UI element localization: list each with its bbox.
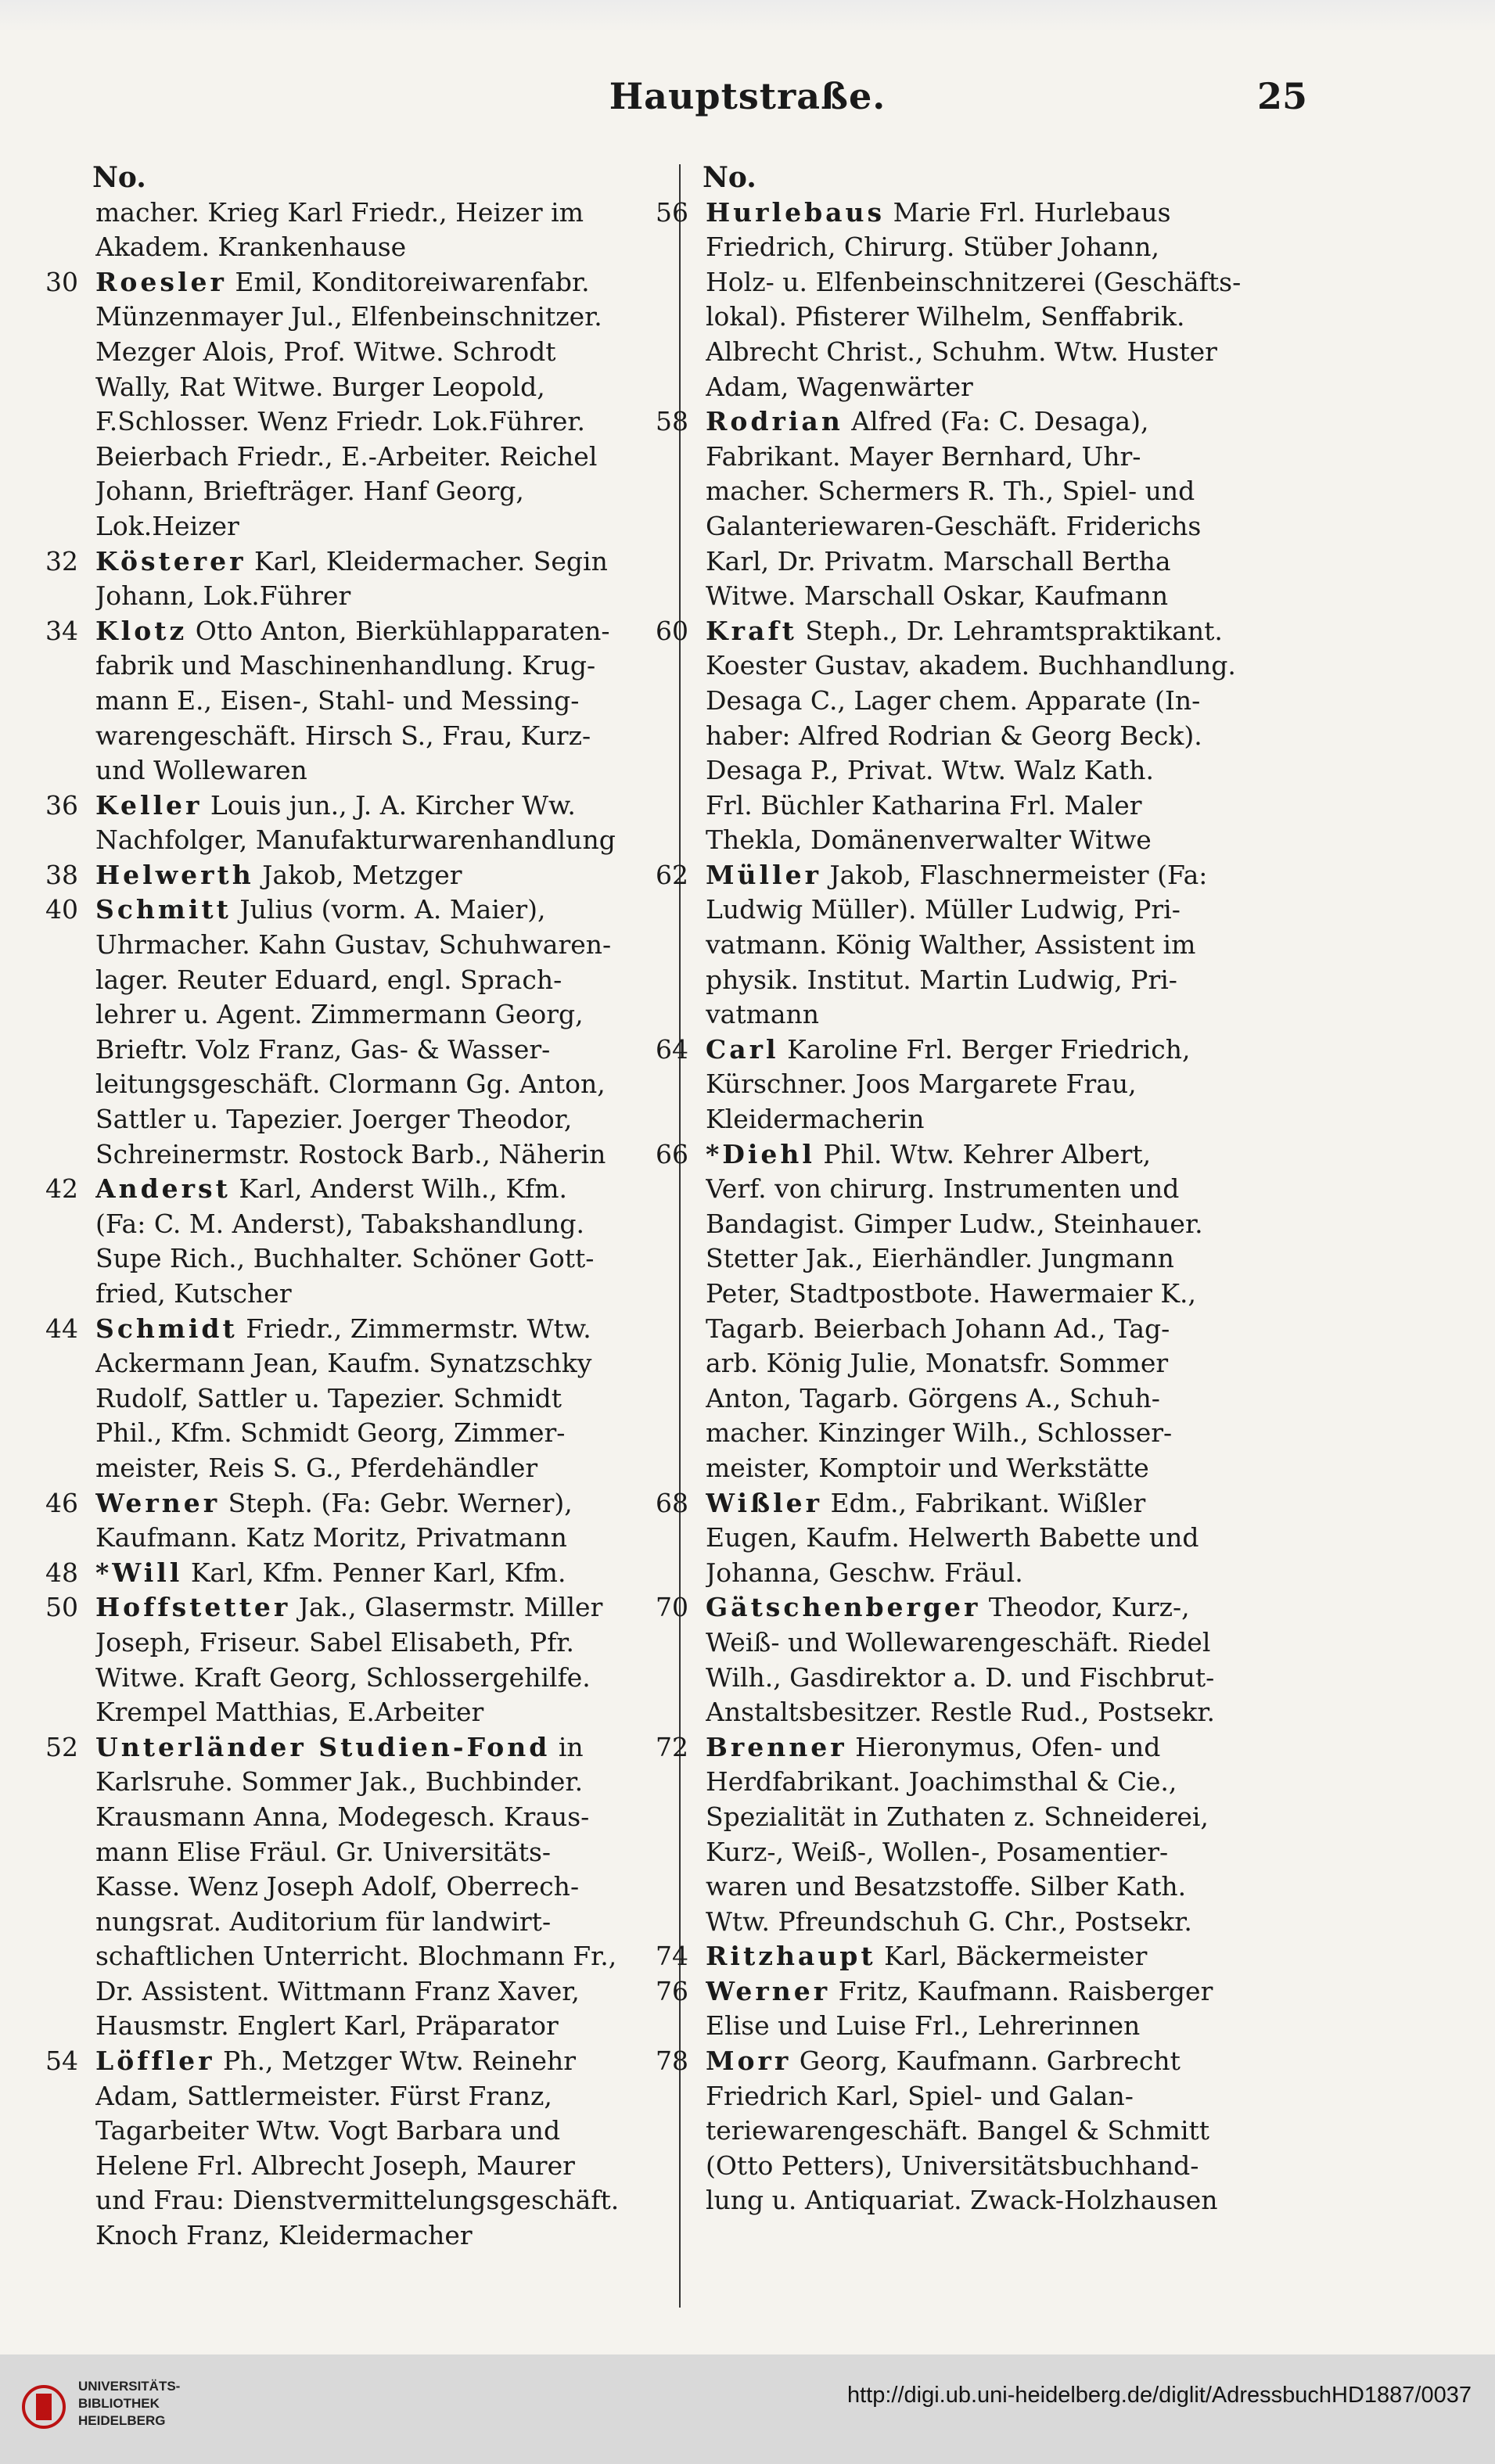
entry-line xyxy=(95,196,696,231)
entry-text: Kleidermacherin xyxy=(706,1104,925,1135)
entry-line xyxy=(95,335,696,370)
entry-line xyxy=(95,963,696,998)
entry-text: Lok.Heizer xyxy=(95,510,239,541)
entry-line xyxy=(95,2009,696,2044)
entry-line xyxy=(706,823,1306,858)
entry-text: Verf. von chirurg. Instrumenten und xyxy=(706,1173,1180,1205)
entry-line: 40 Schmitt Julius (vorm. A. Maier), xyxy=(45,894,546,925)
entry-line xyxy=(95,648,696,684)
house-entry xyxy=(45,1590,696,1729)
entry-line xyxy=(95,1905,696,1940)
entry-line xyxy=(706,1207,1306,1242)
house-entry xyxy=(45,1312,696,1486)
entry-text: Bandagist. Gimper Ludw., Steinhauer. xyxy=(706,1208,1203,1239)
house-entry xyxy=(45,2044,696,2254)
house-entry xyxy=(45,1730,696,2044)
house-entry xyxy=(656,196,1306,405)
entry-line xyxy=(95,753,696,788)
entry-line xyxy=(95,928,696,963)
entry-text: Marie Frl. Hurlebaus xyxy=(885,196,1171,228)
house-entry xyxy=(45,544,696,614)
entry-text: Hausmstr. Englert Karl, Präparator xyxy=(95,2010,559,2042)
entry-text: Theodor, Kurz-, xyxy=(980,1592,1190,1623)
entry-line xyxy=(95,1381,696,1417)
entry-line xyxy=(706,1905,1306,1940)
scan-edge xyxy=(0,0,1495,31)
entry-line xyxy=(706,2009,1306,2044)
entry-text: Jakob, Metzger xyxy=(253,859,462,890)
house-entry xyxy=(656,2044,1306,2218)
entry-text: Helene Frl. Albrecht Joseph, Maurer xyxy=(95,2150,575,2181)
entry-line xyxy=(95,1695,696,1730)
entry-text: Holz- u. Elfenbeinschnitzerei (Geschäfts- xyxy=(706,266,1242,297)
entry-text: Beierbach Friedr., E.-Arbeiter. Reichel xyxy=(95,440,598,472)
entry-text: arb. König Julie, Monatsfr. Sommer xyxy=(706,1348,1169,1379)
entry-line xyxy=(706,1765,1306,1800)
entry-text: Steph. (Fa: Gebr. Werner), xyxy=(220,1487,573,1518)
entry-line xyxy=(95,1033,696,1068)
entry-text: Anton, Tagarb. Görgens A., Schuh- xyxy=(706,1382,1160,1413)
entry-line: 74 Ritzhaupt Karl, Bäckermeister xyxy=(656,1941,1148,1972)
house-entry xyxy=(45,1486,696,1556)
entry-text: (Otto Petters), Universitätsbuchhand- xyxy=(706,2150,1199,2181)
entry-text: Karoline Frl. Berger Friedrich, xyxy=(778,1033,1191,1065)
entry-line xyxy=(706,1661,1306,1696)
entry-line xyxy=(706,1241,1306,1277)
entry-text: Ludwig Müller). Müller Ludwig, Pri- xyxy=(706,894,1181,925)
entry-line xyxy=(95,1521,696,1556)
entry-line xyxy=(95,2218,696,2254)
entry-text: Krausmann Anna, Modegesch. Kraus- xyxy=(95,1801,590,1832)
house-entry xyxy=(656,1033,1306,1137)
entry-line xyxy=(706,2079,1306,2114)
entry-text: warengeschäft. Hirsch S., Frau, Kurz- xyxy=(95,720,591,751)
house-entry xyxy=(656,1590,1306,1729)
entry-text: Witwe. Kraft Georg, Schlossergehilfe. xyxy=(95,1661,591,1693)
entry-text: Karl, Bäckermeister xyxy=(875,1941,1148,1972)
entry-line: 32 Kösterer Karl, Kleidermacher. Segin xyxy=(45,545,608,576)
entry-text: lung u. Antiquariat. Zwack-Holzhausen xyxy=(706,2185,1218,2216)
owner-name: Carl xyxy=(706,1033,779,1065)
entry-line: 66 *Diehl Phil. Wtw. Kehrer Albert, xyxy=(656,1138,1152,1169)
entry-line xyxy=(95,823,696,858)
entry-text: Herdfabrikant. Joachimsthal & Cie., xyxy=(706,1766,1177,1798)
entry-text: Schreinermstr. Rostock Barb., Näherin xyxy=(95,1138,606,1169)
entry-text: Adam, Sattlermeister. Fürst Franz, xyxy=(95,2080,552,2111)
viewer-footer xyxy=(0,2354,1495,2464)
entry-text: Julius (vorm. A. Maier), xyxy=(231,894,546,925)
house-entry xyxy=(45,614,696,788)
entry-line xyxy=(706,544,1306,580)
entry-line xyxy=(95,1137,696,1173)
house-entry xyxy=(656,1486,1306,1591)
entry-text: Desaga C., Lager chem. Apparate (In- xyxy=(706,684,1201,716)
entry-line: 42 Anderst Karl, Anderst Wilh., Kfm. xyxy=(45,1173,568,1205)
entry-text: Krempel Matthias, E.Arbeiter xyxy=(95,1697,484,1728)
owner-name: Rodrian xyxy=(706,406,843,437)
entry-text: lager. Reuter Eduard, engl. Sprach- xyxy=(95,964,562,995)
entry-text: schaftlichen Unterricht. Blochmann Fr., xyxy=(95,1941,617,1972)
entry-text: waren und Besatzstoffe. Silber Kath. xyxy=(706,1871,1187,1902)
house-entry xyxy=(45,788,696,858)
entry-text: Frl. Büchler Katharina Frl. Maler xyxy=(706,789,1142,821)
entry-text: Johanna, Geschw. Fräul. xyxy=(706,1557,1023,1588)
entry-line xyxy=(706,230,1306,265)
entry-line: 70 Gätschenberger Theodor, Kurz-, xyxy=(656,1592,1190,1623)
entry-line xyxy=(706,997,1306,1033)
house-entry xyxy=(45,1172,696,1311)
entry-text: macher. Kinzinger Wilh., Schlosser- xyxy=(706,1417,1173,1449)
entry-text: vatmann. König Walther, Assistent im xyxy=(706,929,1196,961)
entry-line: 30 Roesler Emil, Konditoreiwarenfabr. xyxy=(45,266,590,297)
entry-line: 36 Keller Louis jun., J. A. Kircher Ww. xyxy=(45,789,576,821)
entry-text: mann E., Eisen-, Stahl- und Messing- xyxy=(95,684,580,716)
owner-name: Brenner xyxy=(706,1731,847,1762)
entry-line xyxy=(95,684,696,719)
house-entry xyxy=(656,1939,1306,1974)
entry-line xyxy=(95,440,696,475)
entry-text: Münzenmayer Jul., Elfenbeinschnitzer. xyxy=(95,301,602,332)
entry-line xyxy=(95,1974,696,2010)
entry-text: Otto Anton, Bierkühlapparaten- xyxy=(187,615,610,646)
entry-text: Desaga P., Privat. Wtw. Walz Kath. xyxy=(706,755,1154,786)
entry-line xyxy=(95,1207,696,1242)
entry-text: Anstaltsbesitzer. Restle Rud., Postsekr. xyxy=(706,1697,1216,1728)
owner-name: Morr xyxy=(706,2046,792,2077)
entry-text: Jakob, Flaschnermeister (Fa: xyxy=(821,859,1208,890)
entry-text: haber: Alfred Rodrian & Georg Beck). xyxy=(706,720,1202,751)
entry-line xyxy=(706,579,1306,614)
entry-line xyxy=(95,1835,696,1870)
entry-text: Karl, Kfm. Penner Karl, Kfm. xyxy=(182,1557,566,1588)
entry-line xyxy=(706,335,1306,370)
entry-text: Hieronymus, Ofen- und xyxy=(846,1731,1161,1762)
entry-text: Friedr., Zimmermstr. Wtw. xyxy=(237,1313,591,1344)
university-seal-icon xyxy=(20,2370,67,2444)
entry-text: vatmann xyxy=(706,999,820,1030)
entry-text: meister, Reis S. G., Pferdehändler xyxy=(95,1452,538,1483)
entry-line xyxy=(706,300,1306,335)
entry-text: und Frau: Dienstvermittelungsgeschäft. xyxy=(95,2185,620,2216)
entry-text: Thekla, Domänenverwalter Witwe xyxy=(706,824,1152,856)
entry-text: Ph., Metzger Wtw. Reinehr xyxy=(214,2046,577,2077)
page-number: 25 xyxy=(1256,75,1307,117)
entry-line xyxy=(706,1556,1306,1591)
entry-text: Georg, Kaufmann. Garbrecht xyxy=(791,2046,1181,2077)
entry-text: physik. Institut. Martin Ludwig, Pri- xyxy=(706,964,1177,995)
entry-text: Peter, Stadtpostbote. Hawermaier K., xyxy=(706,1278,1196,1309)
entry-text: Ackermann Jean, Kaufm. Synatzschky xyxy=(95,1348,592,1379)
source-url[interactable]: http://digi.ub.uni-heidelberg.de/diglit/AdressbuchHD1887/0037 xyxy=(846,2383,1472,2408)
entry-line xyxy=(706,1835,1306,1870)
owner-name: Werner xyxy=(95,1487,221,1518)
entry-text: Tagarbeiter Wtw. Vogt Barbara und xyxy=(95,2115,561,2146)
entry-text: Witwe. Marschall Oskar, Kaufmann xyxy=(706,580,1169,612)
entry-text: teriewarengeschäft. Bangel & Schmitt xyxy=(706,2115,1210,2146)
owner-name: Roesler xyxy=(95,266,227,297)
entry-line xyxy=(95,579,696,614)
entry-text: Wally, Rat Witwe. Burger Leopold, xyxy=(95,371,545,402)
owner-name: Ritzhaupt xyxy=(706,1941,876,1972)
entry-line xyxy=(95,2149,696,2184)
entry-line xyxy=(95,2183,696,2218)
entry-line xyxy=(706,753,1306,788)
entry-line: 72 Brenner Hieronymus, Ofen- und xyxy=(656,1731,1161,1762)
house-entry xyxy=(656,1974,1306,2044)
entry-line: 62 Müller Jakob, Flaschnermeister (Fa: xyxy=(656,859,1208,890)
entry-text: Johann, Lok.Führer xyxy=(95,580,351,612)
entry-line xyxy=(706,648,1306,684)
entry-text: Karl, Anderst Wilh., Kfm. xyxy=(230,1173,568,1205)
entry-line xyxy=(95,1800,696,1835)
entry-line: 50 Hoffstetter Jak., Glasermstr. Miller xyxy=(45,1592,603,1623)
entry-text: Elise und Luise Frl., Lehrerinnen xyxy=(706,2010,1141,2042)
owner-name: Gätschenberger xyxy=(706,1592,981,1623)
entry-text: Albrecht Christ., Schuhm. Wtw. Huster xyxy=(706,336,1217,367)
entry-line xyxy=(706,2183,1306,2218)
entry-line: 78 Morr Georg, Kaufmann. Garbrecht xyxy=(656,2046,1181,2077)
entry-line xyxy=(706,1346,1306,1381)
owner-name: Unterländer Studien-Fond xyxy=(95,1731,551,1762)
entry-line: 52 Unterländer Studien-Fond in xyxy=(45,1731,584,1762)
entry-line xyxy=(706,1870,1306,1905)
owner-name: Schmitt xyxy=(95,894,232,925)
entry-text: Alfred (Fa: C. Desaga), xyxy=(843,406,1149,437)
entry-text: Jak., Glasermstr. Miller xyxy=(290,1592,603,1623)
owner-name: Kösterer xyxy=(95,545,246,576)
entry-text: (Fa: C. M. Anderst), Tabakshandlung. xyxy=(95,1208,585,1239)
entry-text: Wilh., Gasdirektor a. D. und Fischbrut- xyxy=(706,1661,1215,1693)
entry-line xyxy=(706,265,1306,300)
owner-name: Schmidt xyxy=(95,1313,238,1344)
entry-text: Kürschner. Joos Margarete Frau, xyxy=(706,1069,1137,1100)
entry-text: Galanteriewaren-Geschäft. Friderichs xyxy=(706,510,1202,541)
entry-line: 44 Schmidt Friedr., Zimmermstr. Wtw. xyxy=(45,1313,591,1344)
library-logo-text: UNIVERSITÄTS- BIBLIOTHEK HEIDELBERG xyxy=(78,2379,181,2428)
owner-name: Müller xyxy=(706,859,821,890)
owner-name: Kraft xyxy=(706,615,797,646)
owner-name: Klotz xyxy=(95,615,188,646)
entry-text: Steph., Dr. Lehramtspraktikant. xyxy=(796,615,1223,646)
entry-line xyxy=(95,370,696,405)
entry-text: Dr. Assistent. Wittmann Franz Xaver, xyxy=(95,1975,580,2006)
entry-text: fried, Kutscher xyxy=(95,1278,292,1309)
entry-line: 60 Kraft Steph., Dr. Lehramtspraktikant. xyxy=(656,615,1223,646)
entry-text: nungsrat. Auditorium für landwirt- xyxy=(95,1905,552,1937)
entry-text: Nachfolger, Manufakturwarenhandlung xyxy=(95,824,616,856)
entry-text: Wtw. Pfreundschuh G. Chr., Postsekr. xyxy=(706,1905,1192,1937)
owner-name: Anderst xyxy=(95,1173,231,1205)
entry-line xyxy=(95,509,696,544)
entry-line xyxy=(706,928,1306,963)
entry-line xyxy=(95,474,696,509)
entry-line xyxy=(95,1625,696,1661)
entry-text: Phil., Kfm. Schmidt Georg, Zimmer- xyxy=(95,1417,566,1449)
entry-text: Friedrich Karl, Spiel- und Galan- xyxy=(706,2080,1134,2111)
owner-name: Keller xyxy=(95,789,203,821)
entry-line xyxy=(95,1416,696,1451)
entry-text: Stetter Jak., Eierhändler. Jungmann xyxy=(706,1243,1174,1274)
entry-line xyxy=(95,1102,696,1137)
entry-text: Karl, Dr. Privatm. Marschall Bertha xyxy=(706,545,1171,576)
owner-name: *Will xyxy=(95,1557,183,1588)
entry-line: 34 Klotz Otto Anton, Bierkühlapparaten- xyxy=(45,615,610,646)
entry-text: Edm., Fabrikant. Wißler xyxy=(822,1487,1146,1518)
house-entry xyxy=(656,858,1306,1033)
entry-text: Rudolf, Sattler u. Tapezier. Schmidt xyxy=(95,1382,562,1413)
entry-text: Sattler u. Tapezier. Joerger Theodor, xyxy=(95,1104,573,1135)
entry-line xyxy=(706,370,1306,405)
entry-text: F.Schlosser. Wenz Friedr. Lok.Führer. xyxy=(95,406,586,437)
entry-line xyxy=(706,1277,1306,1312)
entry-text: und Wollewaren xyxy=(95,755,307,786)
house-entry xyxy=(45,893,696,1172)
entry-line xyxy=(706,1312,1306,1347)
house-entry xyxy=(656,1730,1306,1940)
entry-text: Knoch Franz, Kleidermacher xyxy=(95,2220,473,2251)
entry-line xyxy=(706,1416,1306,1451)
entry-line xyxy=(95,2114,696,2149)
column-label: No. xyxy=(703,161,756,194)
entry-text: lehrer u. Agent. Zimmermann Georg, xyxy=(95,999,584,1030)
entry-line xyxy=(706,2149,1306,2184)
entry-line xyxy=(706,474,1306,509)
entry-line: 38 Helwerth Jakob, Metzger xyxy=(45,859,462,890)
house-entry xyxy=(656,614,1306,858)
entry-line xyxy=(95,997,696,1033)
entry-line xyxy=(95,300,696,335)
entry-text: Adam, Wagenwärter xyxy=(706,371,973,402)
entry-text: Uhrmacher. Kahn Gustav, Schuhwaren- xyxy=(95,929,612,961)
entry-text: Weiß- und Wollewarengeschäft. Riedel xyxy=(706,1626,1211,1658)
entry-line xyxy=(706,1521,1306,1556)
entry-text: Fabrikant. Mayer Bernhard, Uhr- xyxy=(706,440,1141,472)
entry-line: 56 Hurlebaus Marie Frl. Hurlebaus xyxy=(656,196,1171,228)
entry-text: Mezger Alois, Prof. Witwe. Schrodt xyxy=(95,336,556,367)
entry-line xyxy=(95,404,696,440)
entry-line xyxy=(706,2114,1306,2149)
owner-name: Helwerth xyxy=(95,859,254,890)
owner-name: Werner xyxy=(706,1975,831,2006)
entry-text: Fritz, Kaufmann. Raisberger xyxy=(830,1975,1213,2006)
entry-line xyxy=(706,893,1306,928)
entry-text: Kasse. Wenz Joseph Adolf, Oberrech- xyxy=(95,1871,580,1902)
entry-text: Friedrich, Chirurg. Stüber Johann, xyxy=(706,232,1159,263)
entry-line xyxy=(95,1765,696,1800)
entry-text: Joseph, Friseur. Sabel Elisabeth, Pfr. xyxy=(95,1626,574,1658)
entry-text: Louis jun., J. A. Kircher Ww. xyxy=(202,789,576,821)
entry-line xyxy=(95,2079,696,2114)
entry-line xyxy=(95,1939,696,1974)
entry-text: macher. Krieg Karl Friedr., Heizer im xyxy=(95,196,584,228)
owner-name: Hoffstetter xyxy=(95,1592,291,1623)
entry-text: Kurz-, Weiß-, Wollen-, Posamentier- xyxy=(706,1836,1169,1867)
entry-line xyxy=(706,1381,1306,1417)
entry-text: lokal). Pfisterer Wilhelm, Senffabrik. xyxy=(706,301,1185,332)
entry-line: 76 Werner Fritz, Kaufmann. Raisberger xyxy=(656,1975,1213,2006)
entry-line: 58 Rodrian Alfred (Fa: C. Desaga), xyxy=(656,406,1149,437)
entry-line xyxy=(706,1451,1306,1486)
entry-line xyxy=(706,1102,1306,1137)
house-entry xyxy=(45,858,696,893)
entry-text: Karlsruhe. Sommer Jak., Buchbinder. xyxy=(95,1766,584,1798)
entry-text: Phil. Wtw. Kehrer Albert, xyxy=(814,1138,1152,1169)
entry-line xyxy=(95,1277,696,1312)
entry-line xyxy=(706,509,1306,544)
entry-text: Emil, Konditoreiwarenfabr. xyxy=(226,266,590,297)
entry-line: 48 *Will Karl, Kfm. Penner Karl, Kfm. xyxy=(45,1557,566,1588)
entry-text: meister, Komptoir und Werkstätte xyxy=(706,1452,1149,1483)
owner-name: Wißler xyxy=(706,1487,823,1518)
entry-text: Akadem. Krankenhause xyxy=(95,232,407,263)
entry-text: Johann, Briefträger. Hanf Georg, xyxy=(95,476,524,507)
entry-text: Kaufmann. Katz Moritz, Privatmann xyxy=(95,1522,567,1553)
entry-line xyxy=(95,1451,696,1486)
entry-line xyxy=(706,963,1306,998)
entry-text: Spezialität in Zuthaten z. Schneiderei, xyxy=(706,1801,1209,1832)
entry-line xyxy=(706,1172,1306,1207)
entry-line: 64 Carl Karoline Frl. Berger Friedrich, xyxy=(656,1033,1191,1065)
entry-line xyxy=(95,1067,696,1102)
entry-line xyxy=(95,230,696,265)
entry-line xyxy=(706,1800,1306,1835)
owner-name: Löffler xyxy=(95,2046,215,2077)
entry-text: Koester Gustav, akadem. Buchhandlung. xyxy=(706,650,1236,681)
house-entry xyxy=(656,404,1306,614)
entry-text: fabrik und Maschinenhandlung. Krug- xyxy=(95,650,596,681)
entry-text: Tagarb. Beierbach Johann Ad., Tag- xyxy=(706,1313,1170,1344)
entry-text: macher. Schermers R. Th., Spiel- und xyxy=(706,476,1195,507)
entry-line xyxy=(706,719,1306,754)
entry-text: in xyxy=(550,1731,584,1762)
page-title: Hauptstraße. xyxy=(609,75,886,117)
entry-text: leitungsgeschäft. Clormann Gg. Anton, xyxy=(95,1069,606,1100)
entry-line xyxy=(706,440,1306,475)
entry-line: 46 Werner Steph. (Fa: Gebr. Werner), xyxy=(45,1487,573,1518)
entry-line xyxy=(95,1241,696,1277)
entry-line xyxy=(95,1870,696,1905)
entry-text: Eugen, Kaufm. Helwerth Babette und xyxy=(706,1522,1199,1553)
left-column xyxy=(45,160,696,2254)
entry-line xyxy=(95,1346,696,1381)
house-entry xyxy=(45,265,696,544)
owner-name: Hurlebaus xyxy=(706,196,886,228)
entry-line: 68 Wißler Edm., Fabrikant. Wißler xyxy=(656,1487,1146,1518)
entry-text: Karl, Kleidermacher. Segin xyxy=(246,545,608,576)
house-entry xyxy=(656,1137,1306,1486)
entry-text: Brieftr. Volz Franz, Gas- & Wasser- xyxy=(95,1033,551,1065)
house-entry xyxy=(45,1556,696,1591)
entry-text: mann Elise Fräul. Gr. Universitäts- xyxy=(95,1836,552,1867)
entry-line xyxy=(95,719,696,754)
entry-line xyxy=(706,1067,1306,1102)
entry-line xyxy=(706,788,1306,824)
owner-name: *Diehl xyxy=(706,1138,815,1169)
entry-line xyxy=(95,1661,696,1696)
right-column xyxy=(656,160,1306,2218)
entry-line xyxy=(706,1695,1306,1730)
entry-line: 54 Löffler Ph., Metzger Wtw. Reinehr xyxy=(45,2046,577,2077)
house-entry xyxy=(86,196,696,265)
entry-line xyxy=(706,684,1306,719)
entry-line xyxy=(706,1625,1306,1661)
column-label: No. xyxy=(92,161,146,194)
entry-text: Supe Rich., Buchhalter. Schöner Gott- xyxy=(95,1243,595,1274)
